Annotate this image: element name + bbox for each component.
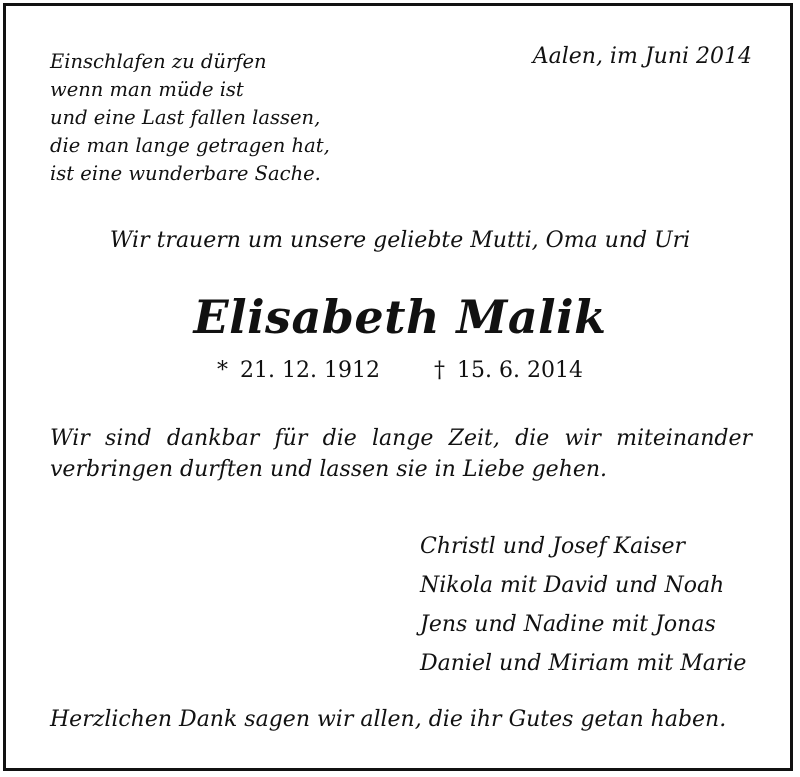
family-member: Jens und Nadine mit Jonas: [420, 612, 716, 637]
family-member: Christl und Josef Kaiser: [420, 534, 686, 559]
poem-line: wenn man müde ist: [50, 78, 244, 101]
closing-thanks: Herzlichen Dank sagen wir allen, die ihr Gutes getan haben.: [50, 707, 727, 732]
place-date: Aalen, im Juni 2014: [532, 44, 752, 69]
death-date: 15. 6. 2014: [457, 358, 583, 383]
family-list: [420, 527, 746, 683]
poem-line: ist eine wunderbare Sache.: [50, 162, 321, 185]
family-member: Nikola mit David und Noah: [420, 573, 725, 598]
poem-line: die man lange getragen hat,: [50, 134, 330, 157]
poem-line: und eine Last fallen lassen,: [50, 106, 321, 129]
poem-line: Einschlafen zu dürfen: [50, 50, 267, 73]
gratitude-line: verbringen durften und lassen sie in Liebe gehen.: [50, 457, 608, 482]
family-member: Daniel und Miriam mit Marie: [420, 651, 747, 676]
gratitude-line: Wir sind dankbar für die lange Zeit, die wir miteinander: [50, 426, 752, 451]
birth-symbol: *: [217, 358, 229, 383]
mourning-line: Wir trauern um unsere geliebte Mutti, Oma und Uri: [109, 228, 691, 253]
deceased-name: Elisabeth Malik: [193, 290, 607, 344]
death-symbol: †: [434, 358, 445, 383]
birth-date: 21. 12. 1912: [240, 358, 380, 383]
gratitude-text: [50, 423, 752, 485]
life-dates: [0, 358, 800, 383]
poem: [50, 48, 330, 188]
